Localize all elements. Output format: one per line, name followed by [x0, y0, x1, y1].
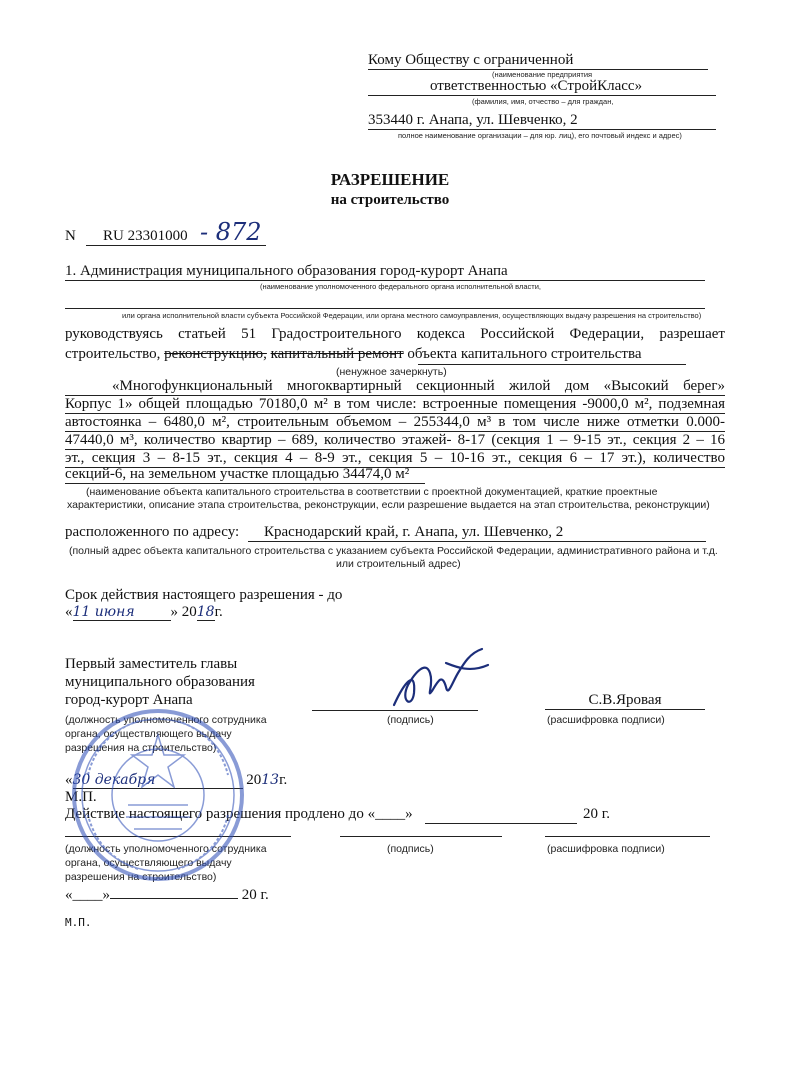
signatory-caption-position-2: органа, осуществляющего выдачу — [65, 728, 232, 740]
permit-text-underline — [418, 346, 686, 365]
construction-word: строительство, — [65, 346, 161, 362]
permit-text-line-1: руководствуясь статьей 51 Градостроительного кодекса Российской Федерации, разрешает — [65, 326, 725, 342]
issuing-authority: 1. Администрация муниципального образования город-курорт Анапа — [65, 263, 705, 281]
issue-open-quote: « — [65, 772, 73, 788]
signatory-name: С.В.Яровая — [545, 692, 705, 710]
object-line-6: секций-6, на земельном участке площадью 34474,0 м² — [65, 466, 425, 484]
extension-signature-line — [340, 826, 502, 837]
validity-year-suffix: 18 — [196, 604, 215, 620]
extension-caption-name: (расшифровка подписи) — [547, 843, 665, 855]
addressee-caption-2: (фамилия, имя, отчество – для граждан, — [472, 97, 614, 106]
official-stamp — [68, 705, 248, 885]
addressee-line-3: 353440 г. Анапа, ул. Шевченко, 2 — [368, 112, 716, 130]
extension-caption-position-1: (должность уполномоченного сотрудника — [65, 843, 267, 855]
addressee-caption-1: (наименование предприятия — [492, 70, 593, 79]
object-phrase: объекта капитального строительства — [407, 346, 642, 362]
signatory-position-1: Первый заместитель главы — [65, 656, 238, 672]
addressee-line-2: ответственностью «СтройКласс» — [368, 78, 716, 96]
extension-year-2: 20 г. — [241, 887, 269, 903]
issue-stamp-place: М.П. — [65, 789, 97, 805]
addressee-caption-3: полное наименование организации – для юр. лиц), его почтовый индекс и адрес) — [398, 131, 682, 140]
signatory-caption-position-1: (должность уполномоченного сотрудника — [65, 714, 267, 726]
issue-day-month: 30 декабря — [73, 772, 243, 789]
authority-blank-line — [65, 296, 705, 309]
validity-date — [65, 604, 223, 621]
issue-year-prefix: 20 — [246, 772, 262, 788]
validity-day-month: 11 июня — [73, 604, 171, 621]
signatory-caption-name: (расшифровка подписи) — [547, 714, 665, 726]
authority-caption-2: или органа исполнительной власти субъекта Российской Федерации, или органа местного самоуправления, осуществляющих выдачу разрешения на строительство) — [122, 311, 702, 320]
extension-date-line — [425, 806, 577, 824]
validity-open-quote: « — [65, 604, 73, 620]
validity-year-end: г. — [214, 604, 223, 620]
object-line-4: 47440,0 м³, количество квартир – 689, количество этажей- 8-17 (секция 1 – 9-15 эт., секция 2 – 16 — [65, 432, 725, 448]
validity-year-prefix: » 20 — [170, 604, 197, 620]
issue-year-end: г. — [279, 772, 288, 788]
strike-note: (ненужное зачеркнуть) — [336, 366, 447, 378]
object-line-2: Корпус 1» общей площадью 70180,0 м² в том числе: встроенные помещения -9000,0 м², подземная — [65, 396, 725, 412]
document-subtitle: на строительство — [330, 192, 450, 208]
extension-caption-signature: (подпись) — [387, 843, 434, 855]
capital-repair-struck: капитальный ремонт — [270, 346, 404, 362]
permit-number-handwritten: - 872 — [200, 218, 262, 246]
object-line-1: «Многофункциональный многоквартирный секционный жилой дом «Высокий берег» — [65, 378, 725, 396]
object-line-3: автостоянка – 6480,0 м², строительным объемом – 255344,0 м³ в том числе ниже отметки 0.000- — [65, 414, 725, 430]
permit-number-label: N — [65, 228, 76, 244]
location-caption-2: или строительный адрес) — [336, 558, 461, 570]
signatory-caption-signature: (подпись) — [387, 714, 434, 726]
location-value: Краснодарский край, г. Анапа, ул. Шевченко, 2 — [248, 524, 706, 542]
authority-caption-1: (наименование уполномоченного федерального органа исполнительной власти, — [260, 282, 541, 291]
location-label: расположенного по адресу: — [65, 524, 240, 540]
addressee-line-1: Кому Обществу с ограниченной — [368, 52, 708, 70]
signature-image — [386, 643, 496, 713]
permit-number: RU 23301000 — [86, 228, 266, 246]
extension-date — [65, 884, 269, 904]
extension-caption-position-3: разрешения на строительство) — [65, 871, 217, 883]
extension-date-blank — [110, 884, 238, 899]
extension-name-line — [545, 826, 710, 837]
object-caption-2: характеристики, описание этапа строительства, реконструкции, если разрешение выдается на этап строительства, реконструкции) — [67, 499, 710, 511]
extension-stamp-place: М.П. — [65, 916, 92, 929]
issue-year-suffix: 13 — [261, 772, 280, 788]
object-line-5: эт., секция 3 – 8-15 эт., секция 4 – 8-9 эт., секция 5 – 10-16 эт., секция 6 – 17 эт.), количество — [65, 450, 725, 466]
extension-date-quote: «____» — [65, 887, 110, 903]
signatory-position-3: город-курорт Анапа — [65, 692, 193, 708]
extension-year: 20 г. — [583, 806, 610, 822]
extension-text: Действие настоящего разрешения продлено до «____» — [65, 806, 413, 822]
extension-caption-position-2: органа, осуществляющего выдачу — [65, 857, 232, 869]
validity-label: Срок действия настоящего разрешения - до — [65, 587, 343, 603]
location-caption-1: (полный адрес объекта капитального строительства с указанием субъекта Российской Федерации, административного района и т.д. — [69, 545, 718, 557]
signatory-caption-position-3: разрешения на строительство) — [65, 742, 217, 754]
signatory-position-2: муниципального образования — [65, 674, 255, 690]
reconstruction-struck: реконструкцию, — [164, 346, 267, 362]
object-caption-1: (наименование объекта капитального строительства в соответствии с проектной документацией, краткие проектные — [86, 486, 658, 498]
document-title: РАЗРЕШЕНИЕ — [330, 170, 450, 189]
